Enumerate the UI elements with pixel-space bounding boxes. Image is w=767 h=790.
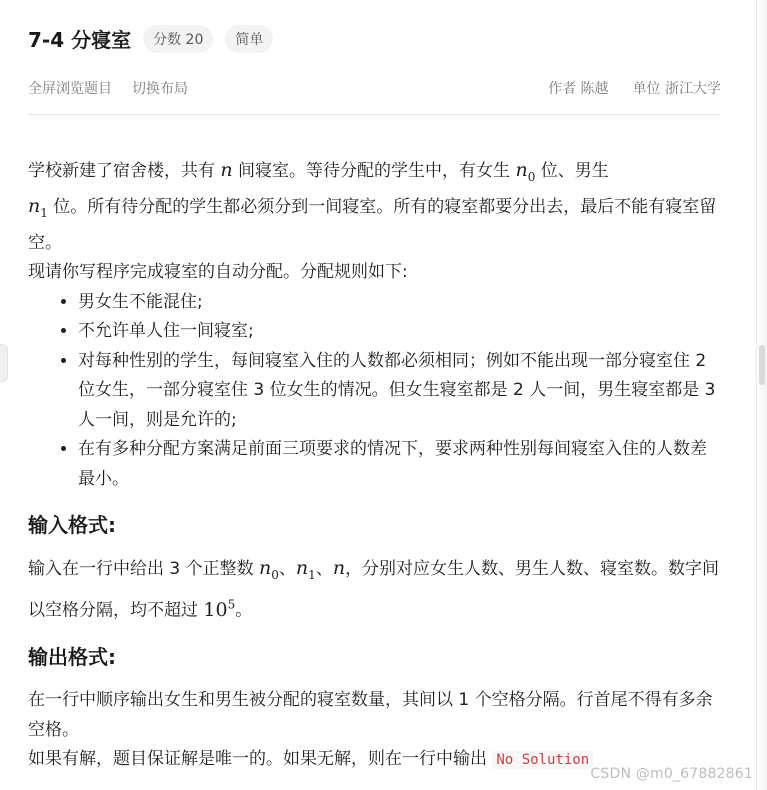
- math-n: n: [220, 159, 233, 181]
- math-n0: $n_0$: [515, 159, 536, 184]
- problem-content: [28, 156, 722, 776]
- fullscreen-button[interactable]: 全屏浏览题目: [28, 81, 112, 97]
- description-paragraph-2: 现请你写程序完成寝室的自动分配。分配规则如下:: [28, 262, 408, 283]
- description-paragraph-1: 学校新建了宿舍楼，共有 n 间寝室。等待分配的学生中，有女生 $n_0$ 位、男生 $n_1$ 位。所有待分配的学生都必须分到一间寝室。所有的寝室都要分出去，最后不能有寝室留空。: [28, 159, 717, 253]
- list-item: • 男女生不能混住;: [78, 288, 722, 318]
- math-n1: $n_1$: [28, 195, 48, 221]
- problem-title: 7-4 分寝室: [28, 28, 132, 52]
- sidebar-collapse-handle[interactable]: [0, 344, 8, 382]
- scrollbar-thumb[interactable]: [759, 345, 765, 385]
- author-info: 作者 陈越: [548, 81, 609, 97]
- difficulty-badge: 简单: [225, 25, 273, 53]
- header-divider: [28, 114, 721, 115]
- list-item: • 对每种性别的学生，每间寝室入住的人数都必须相同；例如不能出现一部分寝室住 2 位女生，一部分寝室住 3 位女生的情况。但女生寝室都是 2 人一间，男生寝室都是 3 人一间，则是允许的;: [78, 347, 722, 436]
- output-format-heading: 输出格式:: [28, 645, 116, 670]
- problem-header: [28, 24, 285, 53]
- rules-list: [28, 288, 722, 495]
- switch-layout-button[interactable]: 切换布局: [132, 81, 188, 97]
- input-format-text: 输入在一行中给出 3 个正整数 $n_0$、$n_1$、n，分别对应女生人数、男生人数、寝室数。数字间以空格分隔，均不超过 $10^5$。: [28, 557, 720, 621]
- list-item: • 在有多种分配方案满足前面三项要求的情况下，要求两种性别每间寝室入住的人数差最小。: [78, 435, 722, 494]
- math-ten-power: $10^5$: [203, 597, 236, 621]
- list-item: • 不允许单人住一间寝室;: [78, 317, 722, 347]
- unit-info: 单位 浙江大学: [632, 81, 721, 97]
- no-solution-code: No Solution: [492, 751, 593, 769]
- score-badge: 分数 20: [143, 25, 213, 53]
- scrollbar[interactable]: [756, 0, 767, 790]
- problem-toolbar: [28, 78, 721, 98]
- input-format-heading: 输入格式:: [28, 513, 116, 538]
- output-format-text-2: 如果有解，题目保证解是唯一的。如果无解，则在一行中输出 No Solution: [28, 745, 722, 776]
- watermark: CSDN @m0_67882861: [590, 766, 753, 782]
- output-format-text: 在一行中顺序输出女生和男生被分配的寝室数量，其间以 1 个空格分隔。行首尾不得有多余空格。: [28, 690, 713, 740]
